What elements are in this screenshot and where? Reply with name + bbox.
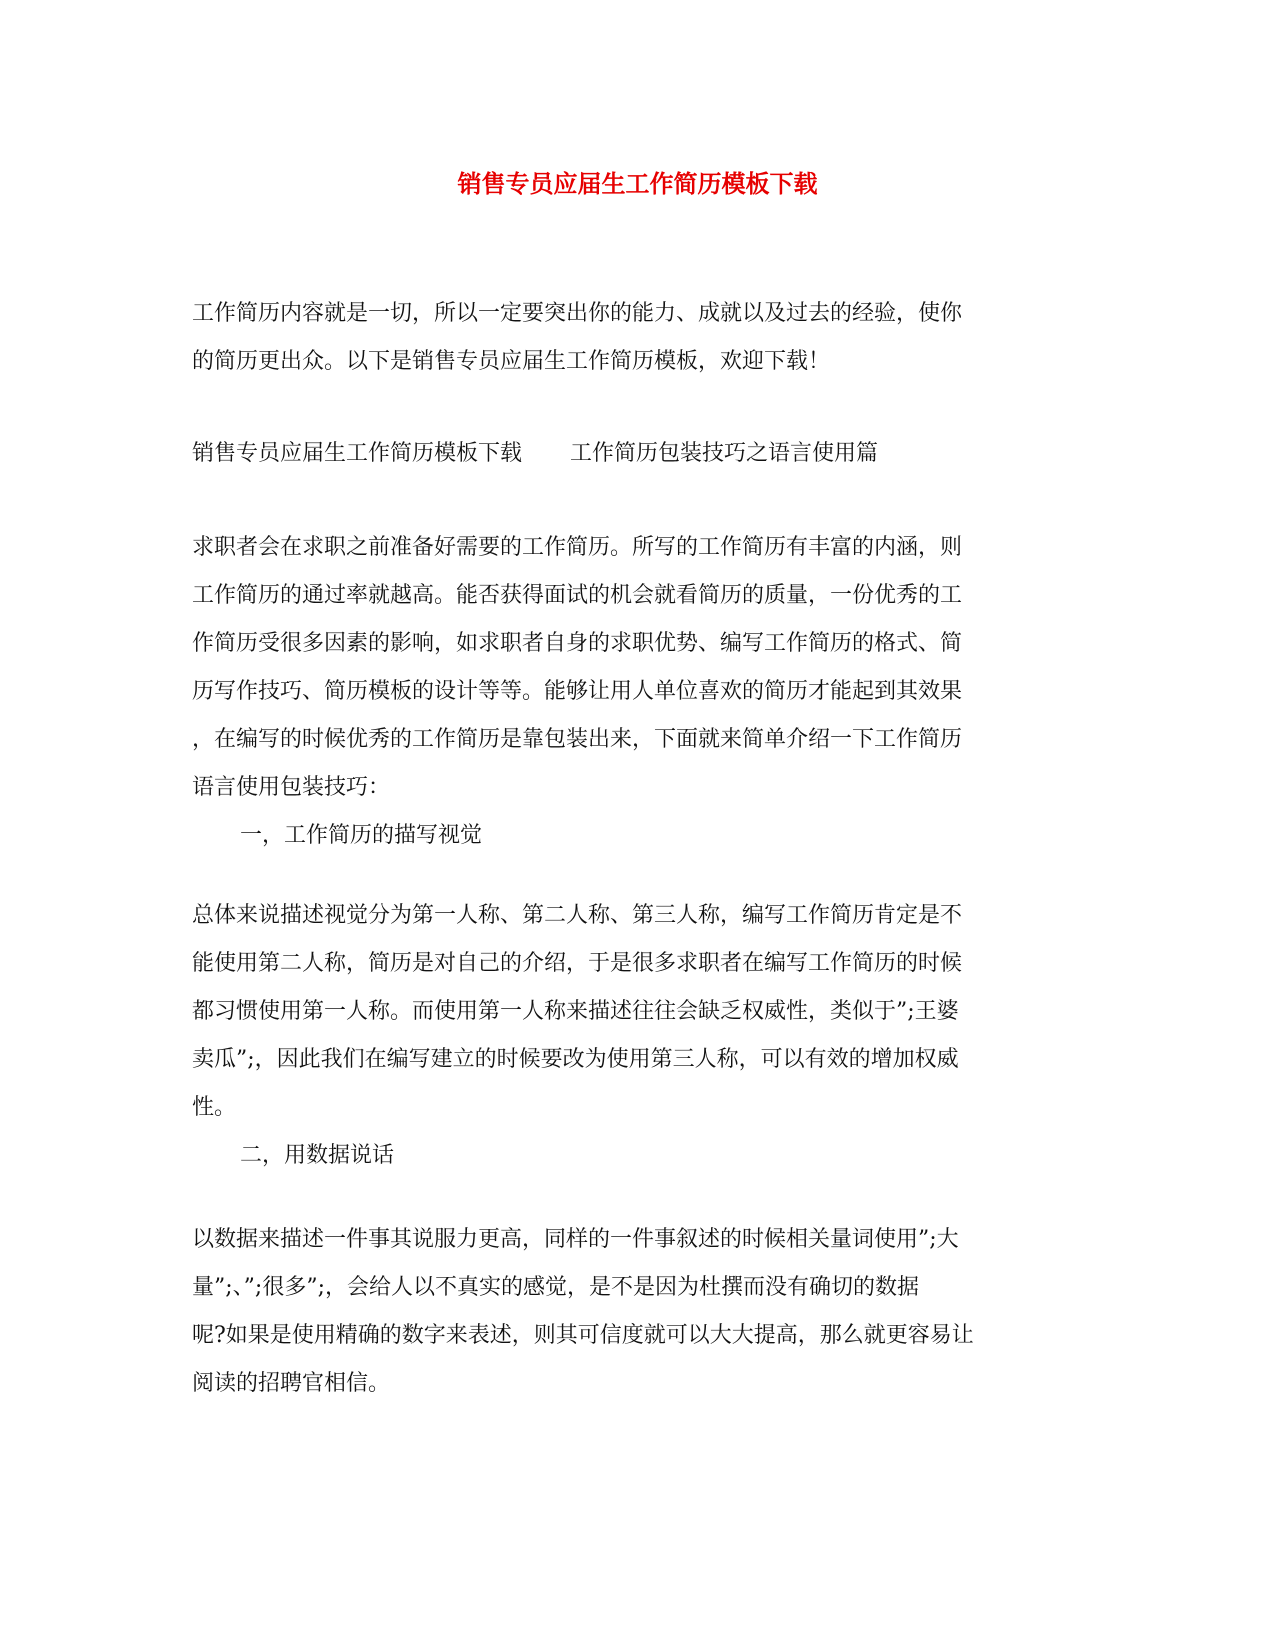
heading-line <box>192 430 1082 478</box>
heading-right: 工作简历包装技巧之语言使用篇 <box>570 441 879 466</box>
paragraph-3 <box>192 1216 1082 1408</box>
paragraph-1 <box>192 524 1082 860</box>
para1-line: 作简历受很多因素的影响，如求职者自身的求职优势、编写工作简历的格式、简 <box>192 631 963 656</box>
para2-line: 都习惯使用第一人称。而使用第一人称来描述往往会缺乏权威性，类似于”;王婆 <box>192 999 959 1024</box>
para3-line: 量”;、”;很多”;，会给人以不真实的感觉，是不是因为杜撰而没有确切的数据 <box>192 1275 919 1300</box>
para1-line: 工作简历的通过率就越高。能否获得面试的机会就看简历的质量，一份优秀的工 <box>192 583 963 608</box>
intro-line: 工作简历内容就是一切，所以一定要突出你的能力、成就以及过去的经验，使你 <box>192 301 963 326</box>
paragraph-2 <box>192 892 1082 1180</box>
intro-paragraph <box>192 290 1082 386</box>
para3-line: 阅读的招聘官相信。 <box>192 1371 391 1396</box>
para1-line: 语言使用包装技巧： <box>192 775 391 800</box>
intro-line: 的简历更出众。以下是销售专员应届生工作简历模板，欢迎下载！ <box>192 349 831 374</box>
section2-heading: 二，用数据说话 <box>240 1143 395 1168</box>
para2-line: 卖瓜”;，因此我们在编写建立的时候要改为使用第三人称，可以有效的增加权威 <box>192 1047 959 1072</box>
para2-line: 能使用第二人称，简历是对自己的介绍，于是很多求职者在编写工作简历的时候 <box>192 951 963 976</box>
heading-line-row <box>192 430 1082 478</box>
para1-line: 历写作技巧、简历模板的设计等等。能够让用人单位喜欢的简历才能起到其效果 <box>192 679 963 704</box>
section1-heading: 一，工作简历的描写视觉 <box>240 823 483 848</box>
para2-line: 总体来说描述视觉分为第一人称、第二人称、第三人称，编写工作简历肯定是不 <box>192 903 963 928</box>
para1-line: 求职者会在求职之前准备好需要的工作简历。所写的工作简历有丰富的内涵，则 <box>192 535 963 560</box>
para3-line: 以数据来描述一件事其说服力更高，同样的一件事叙述的时候相关量词使用”;大 <box>192 1227 959 1252</box>
document-title: 销售专员应届生工作简历模板下载 <box>457 169 818 198</box>
para2-line: 性。 <box>192 1095 237 1120</box>
para1-line: ，在编写的时候优秀的工作简历是靠包装出来，下面就来简单介绍一下工作简历 <box>192 727 963 752</box>
para3-line: 呢?如果是使用精确的数字来表述，则其可信度就可以大大提高，那么就更容易让 <box>192 1323 974 1348</box>
heading-left: 销售专员应届生工作简历模板下载 <box>192 441 523 466</box>
